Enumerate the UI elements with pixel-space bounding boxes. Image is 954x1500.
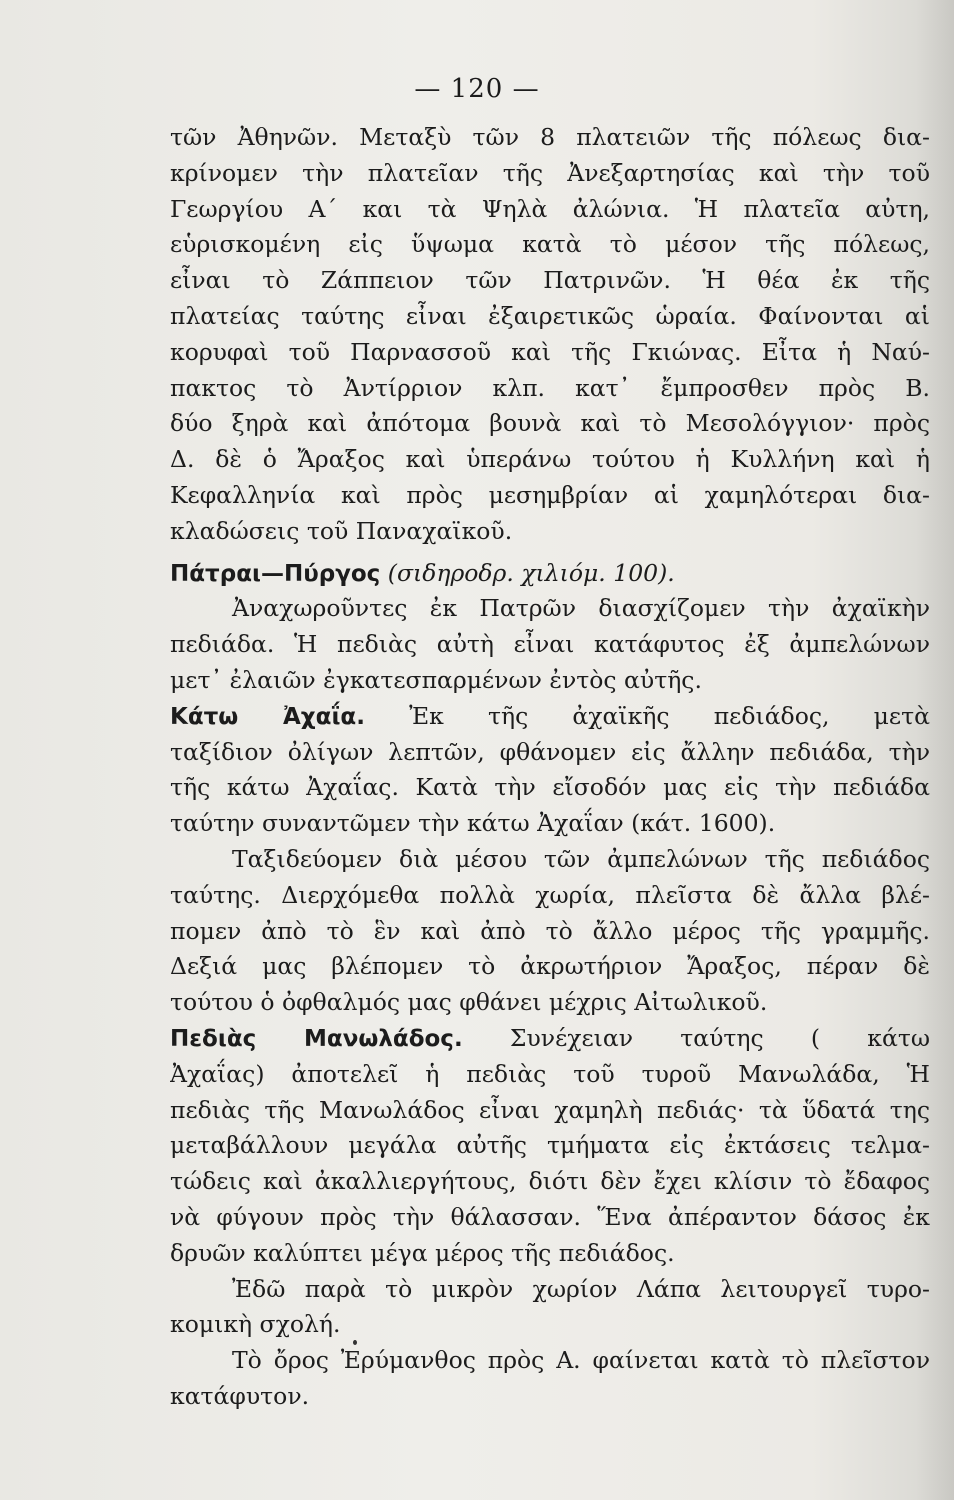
section-heading-line xyxy=(170,1021,930,1057)
text-line: πομεν ἀπὸ τὸ ἓν καὶ ἀπὸ τὸ ἄλλο μέρος τῆς γραμμῆς. xyxy=(170,916,930,945)
text-line: Δεξιά μας βλέπομεν τὸ ἀκρωτήριον Ἄραξος, πέραν δὲ xyxy=(170,952,930,981)
text-line: κορυφαὶ τοῦ Παρνασσοῦ καὶ τῆς Γκιώνας. Εἶτα ἡ Ναύ- xyxy=(170,337,930,366)
text-line: τῶν Ἀθηνῶν. Μεταξὺ τῶν 8 πλατειῶν τῆς πόλεως δια- xyxy=(170,123,930,151)
text-run: Συνέχειαν ταύτης ( κάτω xyxy=(509,1023,930,1052)
text-line: κρίνομεν τὴν πλατεῖαν τῆς Ἀνεξαρτησίας καὶ τὴν τοῦ xyxy=(170,158,930,187)
section-heading: Πάτραι—Πύργος xyxy=(170,560,381,587)
text-line: εἶναι τὸ Ζάππειον τῶν Πατρινῶν. Ἡ θέα ἐκ τῆς xyxy=(170,266,930,295)
text-line: πεδιὰς τῆς Μανωλάδος εἶναι χαμηλὴ πεδιάς· τὰ ὕδατά της xyxy=(170,1095,930,1124)
section-heading-line xyxy=(170,699,930,735)
section-heading: Πεδιὰς Μανωλάδος. xyxy=(170,1025,463,1052)
text-line: Τὸ ὄρος Ἐρύμανθος πρὸς Α. φαίνεται κατὰ τὸ πλεῖστον xyxy=(232,1346,930,1375)
text-run: Ἐκ τῆς ἀχαϊκῆς πεδιάδος, μετὰ xyxy=(409,701,930,730)
text-line: Ἀχαΐας) ἀποτελεῖ ἡ πεδιὰς τοῦ τυροῦ Μανωλάδα, Ἡ xyxy=(170,1059,930,1088)
text-line: δρυῶν καλύπτει μέγα μέρος τῆς πεδιάδος. xyxy=(170,1238,675,1267)
text-line: κομικὴ σχολή. xyxy=(170,1310,341,1339)
text-line: Ἀναχωροῦντες ἐκ Πατρῶν διασχίζομεν τὴν ἀχαϊκὴν xyxy=(232,594,930,623)
text-block xyxy=(170,120,930,1415)
text-line: εὑρισκομένη εἰς ὕψωμα κατὰ τὸ μέσον τῆς πόλεως, xyxy=(170,230,930,259)
text-line: Γεωργίου Α΄ και τὰ Ψηλὰ ἀλώνια. Ἡ πλατεῖα αὐτη, xyxy=(170,194,930,223)
section-heading-line xyxy=(170,556,930,592)
text-line: κλαδώσεις τοῦ Παναχαϊκοῦ. xyxy=(170,516,513,545)
text-line: πακτος τὸ Ἀντίρριον κλπ. κατ᾽ ἔμπροσθεν πρὸς Β. xyxy=(170,373,930,402)
text-line: τούτου ὁ ὀφθαλμός μας φθάνει μέχρις Αἰτωλικοῦ. xyxy=(170,988,768,1017)
text-line: μετ᾽ ἐλαιῶν ἐγκατεσπαρμένων ἐντὸς αὐτῆς. xyxy=(170,665,702,694)
text-line: Δ. δὲ ὁ Ἄραξος καὶ ὑπεράνω τούτου ἡ Κυλλήνη καὶ ἡ xyxy=(170,445,930,474)
page-number: — 120 — xyxy=(414,74,540,104)
text-line: πεδιάδα. Ἡ πεδιὰς αὐτὴ εἶναι κατάφυτος ἐξ ἀμπελώνων xyxy=(170,630,930,659)
text-line: τῆς κάτω Ἀχαΐας. Κατὰ τὴν εἴσοδόν μας εἰς τὴν πεδιάδα xyxy=(170,773,930,802)
text-line: ταύτης. Διερχόμεθα πολλὰ χωρία, πλεῖστα δὲ ἄλλα βλέ- xyxy=(170,880,930,909)
text-line: Κεφαλληνία καὶ πρὸς μεσημβρίαν αἱ χαμηλότεραι δια- xyxy=(170,480,930,509)
text-line: νὰ φύγουν πρὸς τὴν θάλασσαν. Ἕνα ἀπέραντον δάσος ἐκ xyxy=(170,1202,930,1231)
text-line: ταύτην συναντῶμεν τὴν κάτω Ἀχαΐαν (κάτ. 1600). xyxy=(170,809,776,838)
text-line: τώδεις καὶ ἀκαλλιεργήτους, διότι δὲν ἔχει κλίσιν τὸ ἔδαφος xyxy=(170,1167,930,1196)
section-heading-note: (σιδηροδρ. χιλιόμ. 100). xyxy=(387,558,675,587)
text-line: πλατείας ταύτης εἶναι ἐξαιρετικῶς ὡραία. Φαίνονται αἱ xyxy=(170,301,930,330)
text-line: ταξίδιον ὀλίγων λεπτῶν, φθάνομεν εἰς ἄλλην πεδιάδα, τὴν xyxy=(170,737,930,766)
text-line: μεταβάλλουν μεγάλα αὐτῆς τμήματα εἰς ἐκτάσεις τελμα- xyxy=(170,1131,930,1160)
text-line: κατάφυτον. xyxy=(170,1381,310,1410)
text-line: δύο ξηρὰ καὶ ἀπότομα βουνὰ καὶ τὸ Μεσολόγγιον· πρὸς xyxy=(170,409,930,438)
text-line: Ἐδῶ παρὰ τὸ μικρὸν χωρίον Λάπα λειτουργεῖ τυρο- xyxy=(232,1274,930,1303)
text-line: Ταξιδεύομεν διὰ μέσου τῶν ἀμπελώνων τῆς πεδιάδος xyxy=(232,844,930,873)
ink-speck xyxy=(353,1340,357,1345)
section-heading: Κάτω Ἀχαΐα. xyxy=(170,703,365,730)
